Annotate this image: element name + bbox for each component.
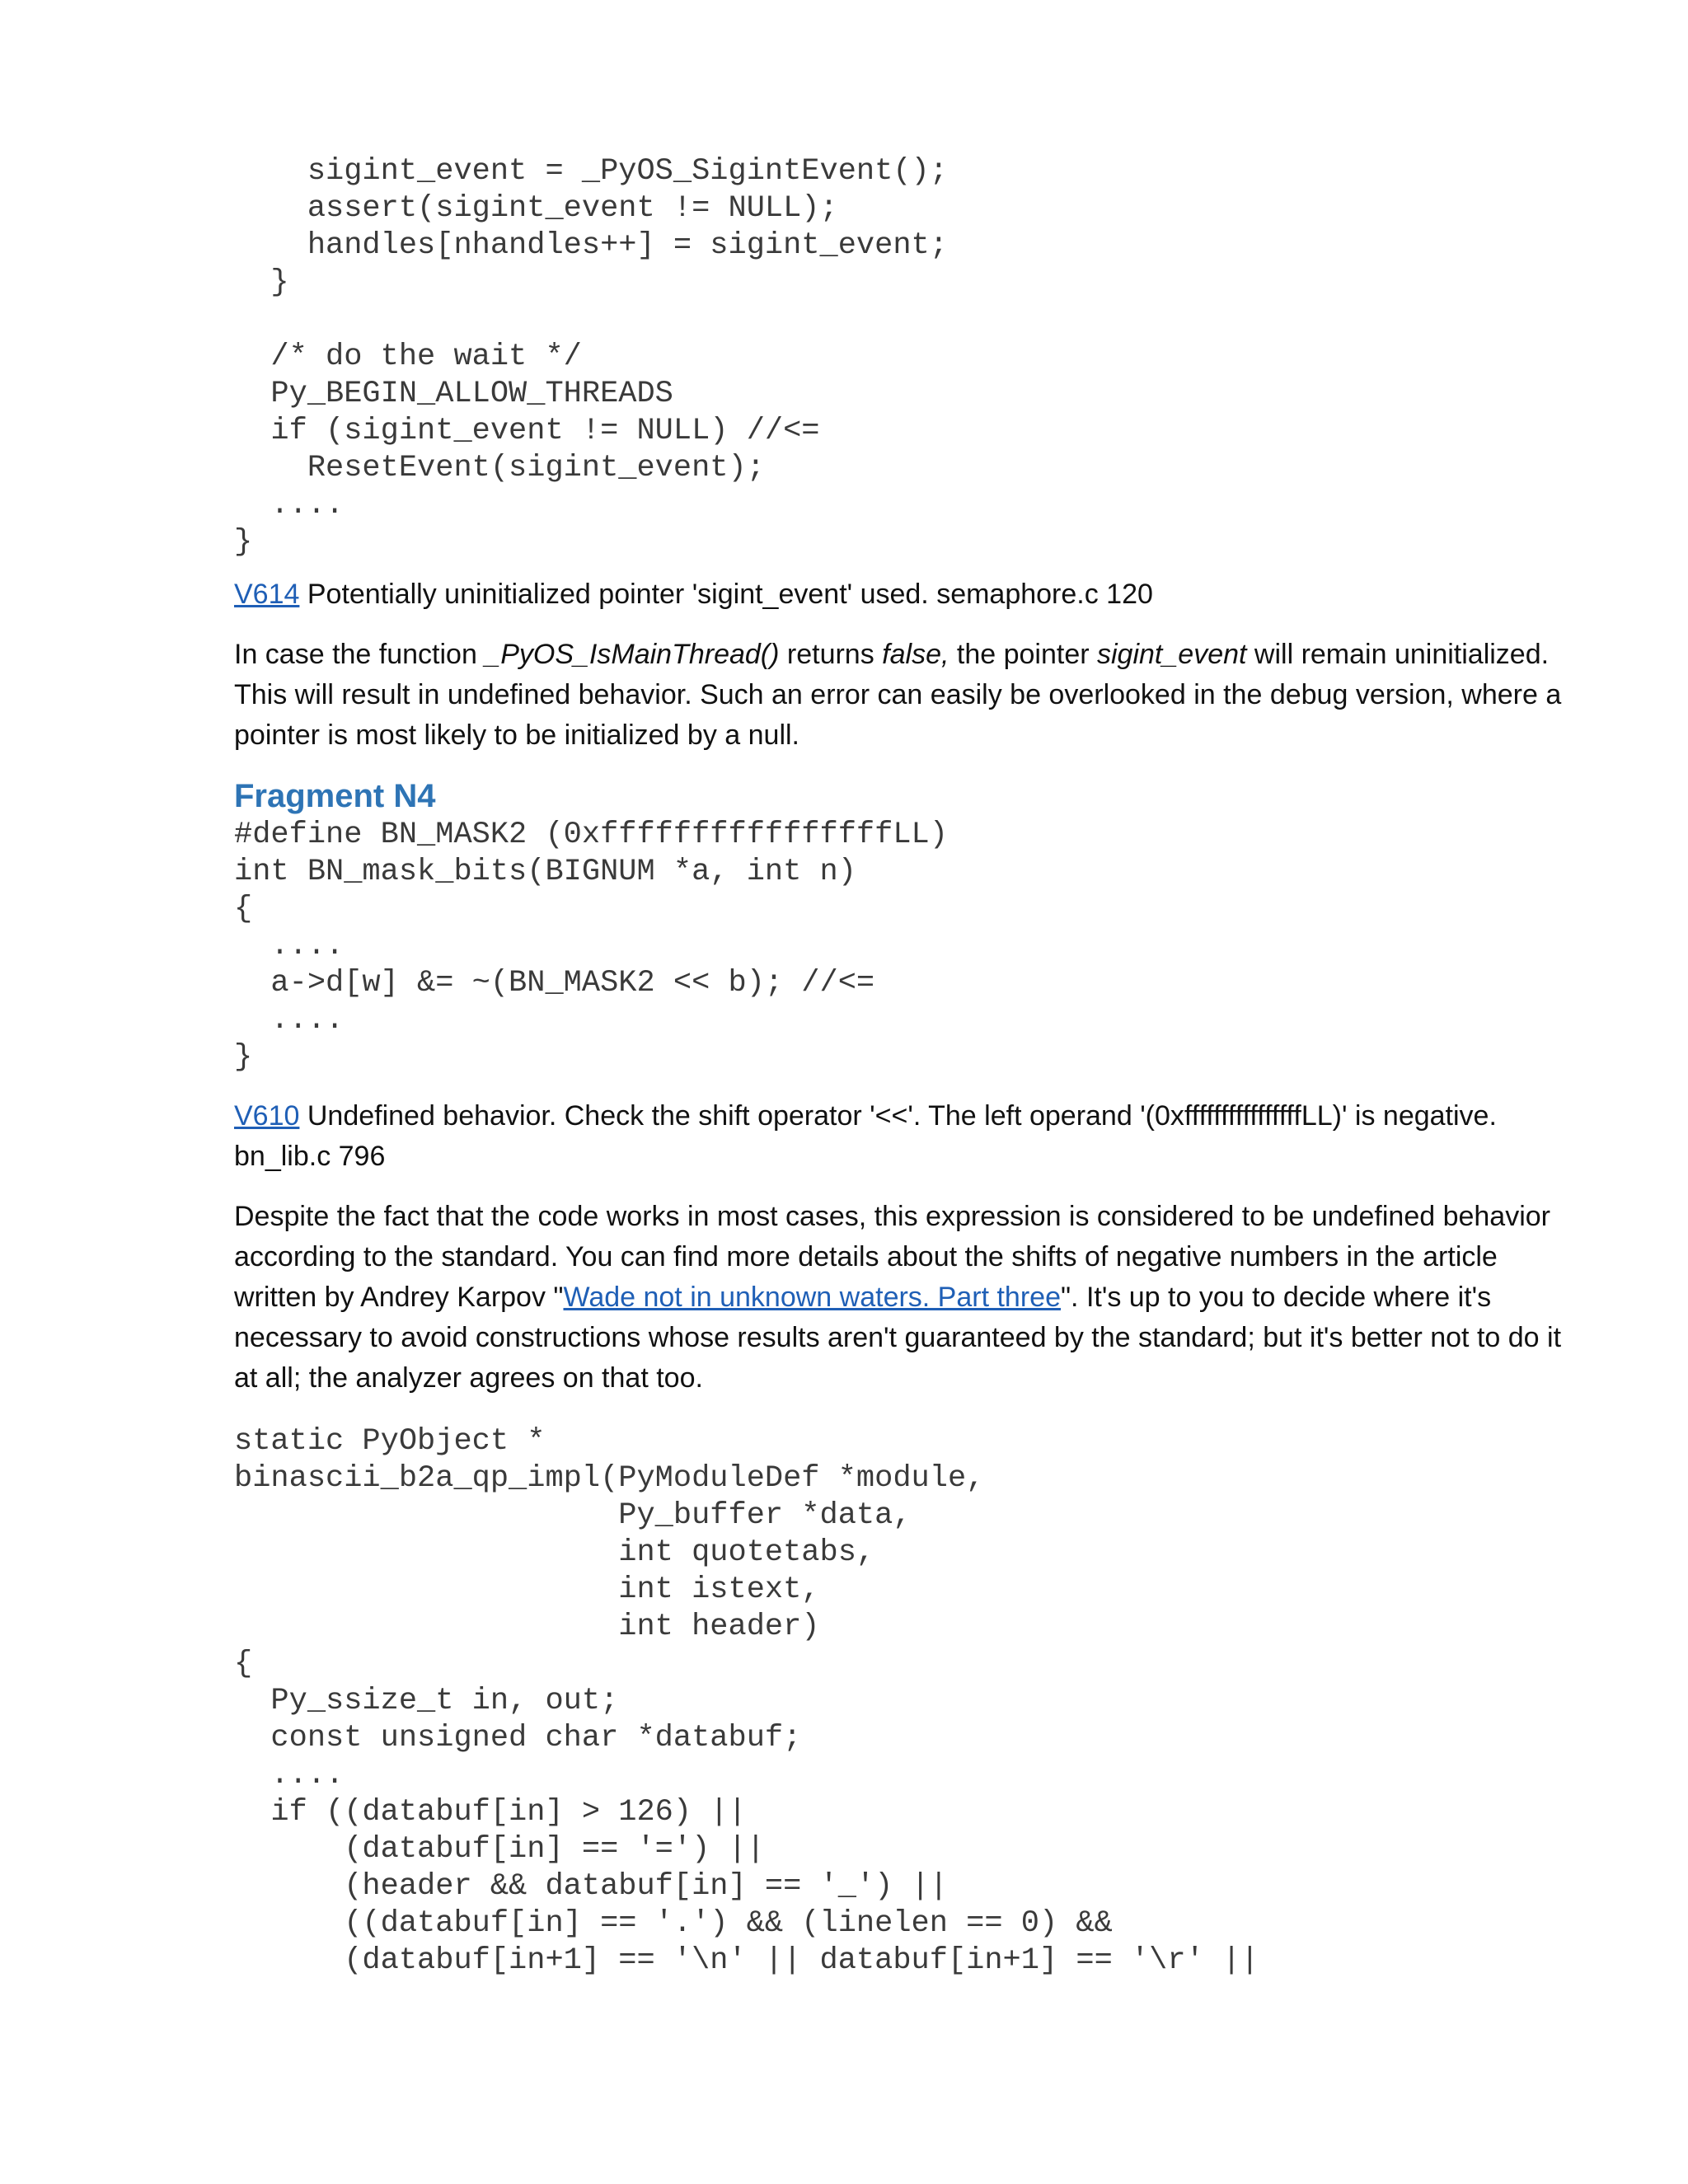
code-line: a->d[w] &= ~(BN_MASK2 << b); //<= [234,966,875,1001]
code-line [234,302,1569,339]
code-line: Py_BEGIN_ALLOW_THREADS [234,377,673,411]
text-run: the pointer [949,639,1097,670]
code-line: (header && databuf[in] == '_') || [234,1869,948,1904]
italic-function-name: _PyOS_IsMainThread() [485,639,780,670]
code-line: int istext, [234,1572,820,1607]
code-block-bn-mask [234,817,1569,1076]
explanation-paragraph [234,635,1569,756]
code-line: Py_ssize_t in, out; [234,1684,619,1718]
code-line: ResetEvent(sigint_event); [234,451,765,485]
code-block-wait [234,153,1569,561]
text-run: In case the function [234,639,485,670]
diagnostic-code-link[interactable]: V614 [234,579,300,610]
code-line: Py_buffer *data, [234,1498,912,1533]
code-line: /* do the wait */ [234,340,582,374]
code-line: #define BN_MASK2 (0xffffffffffffffffLL) [234,818,948,852]
code-line: } [234,265,289,300]
diagnostic-v614 [234,574,1569,615]
code-line: sigint_event = _PyOS_SigintEvent(); [234,154,948,189]
diagnostic-code-link[interactable]: V610 [234,1100,300,1132]
code-line: (databuf[in+1] == '\n' || databuf[in+1] == '\r' || [234,1943,1259,1978]
shift-explanation-paragraph [234,1197,1569,1399]
document-page [234,153,1569,1980]
code-line: { [234,892,253,926]
italic-false: false, [882,639,950,670]
section-heading: Fragment N4 [234,778,436,814]
italic-pointer-name: sigint_event [1097,639,1247,670]
article-link[interactable]: Wade not in unknown waters. Part three [563,1282,1061,1313]
code-line: .... [234,1003,345,1038]
code-line: int header) [234,1610,820,1644]
code-line: assert(sigint_event != NULL); [234,191,838,226]
text-run: ". It's up to you to decide where it's necessary to avoid constructions whose results aren't guaranteed by the standard; but it's better not to do it at all; the analyzer agrees on that too. [234,1282,1562,1394]
diagnostic-message: Potentially uninitialized pointer 'sigint_event' used. semaphore.c 120 [299,579,1153,610]
code-line: static PyObject * [234,1424,546,1459]
code-line: .... [234,1758,345,1793]
diagnostic-v610 [234,1096,1569,1177]
code-line: { [234,1647,253,1681]
text-run: returns [779,639,883,670]
code-line: int BN_mask_bits(BIGNUM *a, int n) [234,855,856,889]
text-run: will remain uninitialized. This will result in undefined behavior. Such an error can easily be overlooked in the debug version, where a pointer is most likely to be initialized by a null. [234,639,1562,751]
code-line: (databuf[in] == '=') || [234,1832,765,1867]
code-line: binascii_b2a_qp_impl(PyModuleDef *module, [234,1461,985,1496]
code-line: ((databuf[in] == '.') && (linelen == 0) && [234,1906,1113,1941]
code-line: handles[nhandles++] = sigint_event; [234,228,948,263]
text-run: Despite the fact that the code works in most cases, this expression is considered to be undefined behavior according to the standard. You can find more details about the shifts of negative numbers in the article written by Andrey Karpov " [234,1201,1551,1313]
code-line: } [234,525,253,560]
code-line: if ((databuf[in] > 126) || [234,1795,747,1830]
code-line: .... [234,488,345,523]
code-line: .... [234,929,345,963]
code-line: if (sigint_event != NULL) //<= [234,414,820,448]
code-line: } [234,1040,253,1075]
diagnostic-message: Undefined behavior. Check the shift operator '<<'. The left operand '(0xffffffffffffffffLL)' is negative. bn_lib.c 796 [234,1100,1497,1172]
code-line: int quotetabs, [234,1535,875,1570]
code-line: const unsigned char *databuf; [234,1721,802,1755]
code-block-binascii [234,1423,1569,1980]
